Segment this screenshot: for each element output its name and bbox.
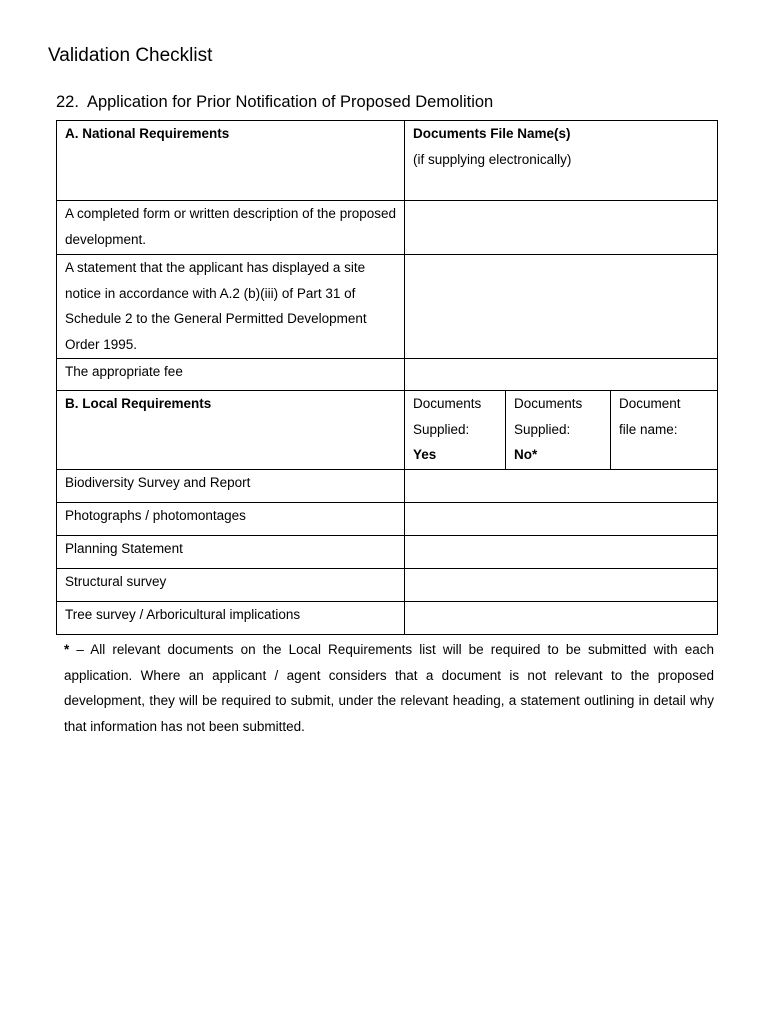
documents-supplied-no-heading: Documents Supplied: No* xyxy=(506,391,611,470)
local-header-row xyxy=(57,391,718,470)
documents-subheading: (if supplying electronically) xyxy=(413,151,572,167)
table-row xyxy=(57,536,718,569)
document-file-name-heading: Document file name: xyxy=(611,391,718,470)
document-entry-cell[interactable] xyxy=(405,569,718,602)
documents-supplied-yes-heading: Documents Supplied: Yes xyxy=(405,391,506,470)
national-header-row xyxy=(57,121,718,201)
document-entry-cell[interactable] xyxy=(405,602,718,635)
section-title-text: Application for Prior Notification of Proposed Demolition xyxy=(86,93,494,111)
footnote-text: – All relevant documents on the Local Requirements list will be required to be submitted with each application. Where an applicant / agent considers that a document is not relevant to the proposed development, they will be required to submit, under the relevant heading, a statement outlining in detail why that information has not been submitted. xyxy=(64,642,714,734)
table-row xyxy=(57,503,718,536)
footnote xyxy=(64,637,714,739)
requirement-cell: Planning Statement xyxy=(57,536,405,569)
table-row xyxy=(57,470,718,503)
document-entry-cell[interactable] xyxy=(405,470,718,503)
requirement-cell: Biodiversity Survey and Report xyxy=(57,470,405,503)
national-requirements-heading: A. National Requirements xyxy=(57,121,405,201)
documents-file-name-heading xyxy=(405,121,718,201)
requirement-cell: The appropriate fee xyxy=(57,359,405,391)
table-row xyxy=(57,569,718,602)
requirement-cell: Tree survey / Arboricultural implications xyxy=(57,602,405,635)
document-entry-cell[interactable] xyxy=(405,536,718,569)
document-entry-cell[interactable] xyxy=(405,503,718,536)
requirement-cell: A completed form or written description of the proposed development. xyxy=(57,201,405,255)
requirement-cell: Structural survey xyxy=(57,569,405,602)
section-title xyxy=(56,92,493,112)
requirement-cell: A statement that the applicant has displayed a site notice in accordance with A.2 (b)(iii) of Part 31 of Schedule 2 to the General Permitted Development Order 1995. xyxy=(57,255,405,359)
document-file-name-cell[interactable] xyxy=(405,201,718,255)
validation-checklist-table xyxy=(56,120,718,635)
table-row xyxy=(57,255,718,359)
local-requirements-heading: B. Local Requirements xyxy=(57,391,405,470)
table-row xyxy=(57,359,718,391)
footnote-asterisk: * xyxy=(64,642,70,657)
document-file-name-cell[interactable] xyxy=(405,255,718,359)
section-number: 22. xyxy=(56,93,79,111)
documents-heading: Documents File Name(s) xyxy=(413,126,571,141)
requirement-cell: Photographs / photomontages xyxy=(57,503,405,536)
document-file-name-cell[interactable] xyxy=(405,359,718,391)
table-row xyxy=(57,201,718,255)
table-row xyxy=(57,602,718,635)
document-title: Validation Checklist xyxy=(48,45,213,66)
